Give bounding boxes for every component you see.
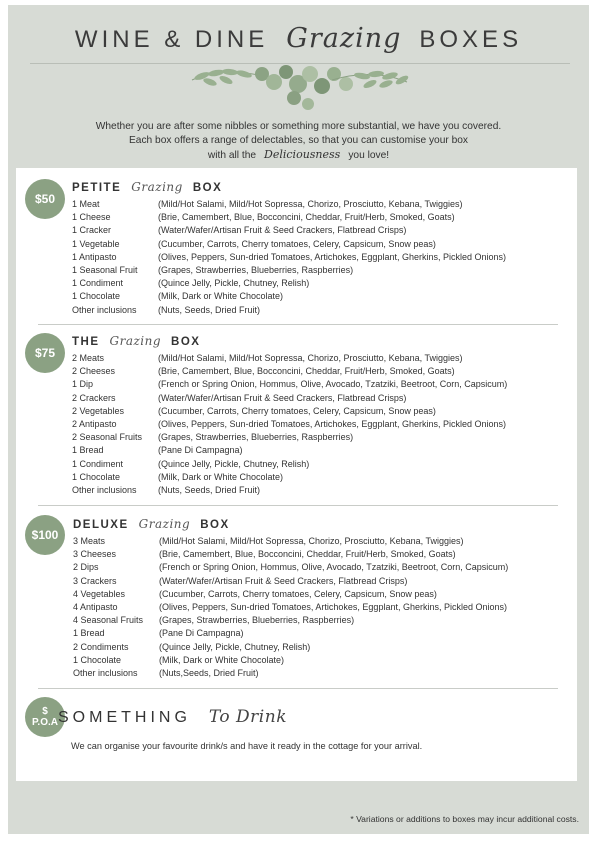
box-heading-deluxe — [73, 517, 230, 531]
list-item-options: (Quince Jelly, Pickle, Chutney, Relish) — [158, 278, 310, 289]
box-heading-petite — [72, 180, 222, 194]
list-item-name: 1 Cracker — [72, 225, 112, 236]
list-item-name: 1 Condiment — [72, 278, 124, 289]
price-badge-petite: $50 — [25, 179, 65, 219]
list-item-options: (Mild/Hot Salami, Mild/Hot Sopressa, Chorizo, Prosciutto, Kebana, Twiggies) — [158, 353, 463, 363]
list-item-name: 1 Chocolate — [72, 291, 121, 302]
list-item-options: (Water/Wafer/Artisan Fruit & Seed Crackers, Flatbread Crisps) — [158, 392, 407, 403]
box-name-right: BOX — [171, 336, 201, 348]
list-item-options: (Nuts,Seeds, Dried Fruit) — [159, 667, 259, 678]
list-item-name: 2 Cheeses — [72, 366, 116, 377]
list-item-options: (Pane Di Campagna) — [158, 445, 243, 456]
intro-line-3-before: with all the — [207, 150, 257, 161]
list-item-name: 1 Meat — [72, 199, 100, 209]
list-item-name: 1 Dip — [72, 379, 94, 390]
list-item-name: 1 Seasonal Fruit — [72, 264, 138, 275]
list-item-options: (Milk, Dark or White Chocolate) — [158, 471, 284, 482]
list-item-name: 3 Crackers — [73, 575, 117, 586]
list-item-options: (Olives, Peppers, Sun-dried Tomatoes, Artichokes, Eggplant, Gherkins, Pickled Onions) — [158, 418, 506, 429]
drink-price-symbol: $ — [42, 706, 48, 717]
box-name-left: THE — [72, 336, 100, 348]
intro-text — [58, 120, 539, 163]
intro-line-1: Whether you are after some nibbles or something more substantial, we have you covered. — [95, 121, 502, 132]
box-heading-the-grazing — [72, 334, 200, 348]
list-item-name: 1 Bread — [72, 445, 104, 456]
list-item-options: (French or Spring Onion, Hommus, Olive, Avocado, Tzatziki, Beetroot, Corn, Capsicum) — [159, 562, 509, 573]
list-item-name: 2 Meats — [72, 353, 105, 363]
box-name-left: PETITE — [72, 182, 122, 194]
list-item-name: 3 Meats — [73, 536, 106, 546]
list-item-name: 1 Chocolate — [73, 654, 122, 665]
list-item-options: (French or Spring Onion, Hommus, Olive, Avocado, Tzatziki, Beetroot, Corn, Capsicum) — [158, 379, 508, 390]
list-item-name: Other inclusions — [72, 484, 137, 495]
footnote: * Variations or additions to boxes may incur additional costs. — [350, 814, 579, 824]
list-item-options: (Milk, Dark or White Chocolate) — [159, 654, 285, 665]
list-item-name: 4 Antipasto — [73, 601, 118, 612]
list-item-options: (Brie, Camembert, Blue, Bocconcini, Cheddar, Fruit/Herb, Smoked, Goats) — [159, 549, 456, 560]
intro-line-3 — [58, 148, 539, 163]
list-item-name: Other inclusions — [72, 304, 137, 315]
title-right: BOXES — [419, 26, 523, 53]
box-name-script: Grazing — [131, 180, 183, 194]
list-item-name: 2 Antipasto — [72, 418, 117, 429]
list-item-options: (Mild/Hot Salami, Mild/Hot Sopressa, Chorizo, Prosciutto, Kebana, Twiggies) — [159, 536, 464, 546]
list-item-options: (Water/Wafer/Artisan Fruit & Seed Crackers, Flatbread Crisps) — [158, 225, 407, 236]
price-badge-deluxe: $100 — [25, 515, 65, 555]
divider — [38, 688, 558, 689]
list-item-options: (Grapes, Strawberries, Blueberries, Raspberries) — [159, 615, 355, 626]
list-item-options: (Grapes, Strawberries, Blueberries, Raspberries) — [158, 432, 354, 443]
list-item-name: 2 Dips — [73, 562, 99, 573]
list-item-options: (Nuts, Seeds, Dried Fruit) — [158, 304, 261, 315]
list-item-name: 2 Vegetables — [72, 405, 125, 416]
list-item-options: (Olives, Peppers, Sun-dried Tomatoes, Artichokes, Eggplant, Gherkins, Pickled Onions) — [159, 601, 507, 612]
list-item-name: 1 Antipasto — [72, 251, 117, 262]
menu-card — [16, 168, 577, 781]
box-name-script: Grazing — [109, 334, 162, 348]
list-item-options: (Cucumber, Carrots, Cherry tomatoes, Celery, Capsicum, Snow peas) — [159, 588, 437, 599]
list-item-options: (Cucumber, Carrots, Cherry tomatoes, Celery, Capsicum, Snow peas) — [158, 238, 436, 249]
list-item-name: 1 Bread — [73, 628, 105, 639]
drink-heading — [58, 707, 287, 727]
list-item-options: (Mild/Hot Salami, Mild/Hot Sopressa, Chorizo, Prosciutto, Kebana, Twiggies) — [158, 199, 463, 209]
list-item-name: 2 Crackers — [72, 392, 116, 403]
eucalyptus-leaves-icon — [182, 60, 414, 118]
list-item-name: 1 Vegetable — [72, 238, 120, 249]
list-item-options: (Olives, Peppers, Sun-dried Tomatoes, Artichokes, Eggplant, Gherkins, Pickled Onions) — [158, 251, 506, 262]
list-item-name: Other inclusions — [73, 667, 138, 678]
box-name-left: DELUXE — [73, 519, 129, 531]
box-name-right: BOX — [192, 182, 223, 194]
drink-price-label: P.O.A — [32, 717, 58, 728]
list-item-options: (Milk, Dark or White Chocolate) — [158, 291, 284, 302]
list-item-name: 4 Seasonal Fruits — [73, 615, 144, 626]
list-item-name: 1 Cheese — [72, 212, 111, 223]
drink-description: We can organise your favourite drink/s and have it ready in the cottage for your arrival. — [71, 741, 423, 751]
divider — [38, 505, 558, 506]
intro-line-2: Each box offers a range of delectables, so that you can customise your box — [128, 135, 469, 146]
title-script: Grazing — [286, 23, 402, 54]
list-item-name: 2 Condiments — [73, 641, 129, 652]
list-item-options: (Quince Jelly, Pickle, Chutney, Relish) — [158, 458, 310, 469]
list-item-options: (Grapes, Strawberries, Blueberries, Raspberries) — [158, 264, 354, 275]
list-item-options: (Water/Wafer/Artisan Fruit & Seed Crackers, Flatbread Crisps) — [159, 575, 408, 586]
intro-script-word: Deliciousness — [264, 148, 341, 161]
list-item-options: (Quince Jelly, Pickle, Chutney, Relish) — [159, 641, 311, 652]
list-item-options: (Cucumber, Carrots, Cherry tomatoes, Celery, Capsicum, Snow peas) — [158, 405, 436, 416]
list-item-options: (Brie, Camembert, Blue, Bocconcini, Cheddar, Fruit/Herb, Smoked, Goats) — [158, 366, 455, 377]
box-name-script: Grazing — [138, 517, 191, 531]
list-item-name: 4 Vegetables — [73, 588, 126, 599]
list-item-options: (Brie, Camembert, Blue, Bocconcini, Cheddar, Fruit/Herb, Smoked, Goats) — [158, 212, 455, 223]
list-item-name: 1 Chocolate — [72, 471, 121, 482]
price-badge-the-grazing: $75 — [25, 333, 65, 373]
intro-line-3-after: you love! — [348, 150, 390, 161]
title-left: WINE & DINE — [74, 26, 269, 53]
page-title — [8, 23, 589, 54]
list-item-options: (Nuts, Seeds, Dried Fruit) — [158, 484, 261, 495]
list-item-name: 1 Condiment — [72, 458, 124, 469]
list-item-name: 2 Seasonal Fruits — [72, 432, 143, 443]
list-item-name: 3 Cheeses — [73, 549, 117, 560]
divider — [38, 324, 558, 325]
list-item-options: (Pane Di Campagna) — [159, 628, 244, 639]
drink-heading-text: SOMETHING — [58, 709, 191, 726]
box-name-right: BOX — [200, 519, 230, 531]
drink-heading-script: To Drink — [208, 707, 287, 727]
